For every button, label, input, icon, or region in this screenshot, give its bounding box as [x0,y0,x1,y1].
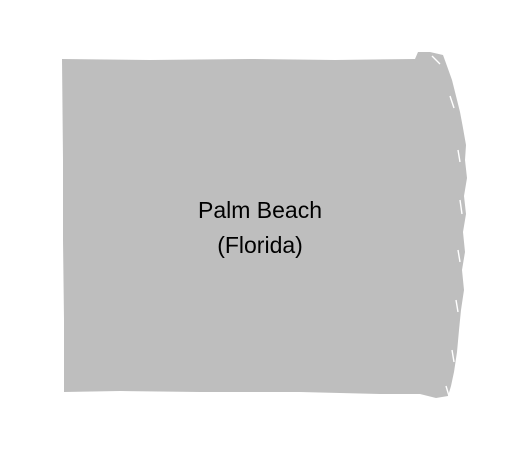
region-state-label: (Florida) [217,232,303,258]
region-name-label: Palm Beach [197,197,322,223]
